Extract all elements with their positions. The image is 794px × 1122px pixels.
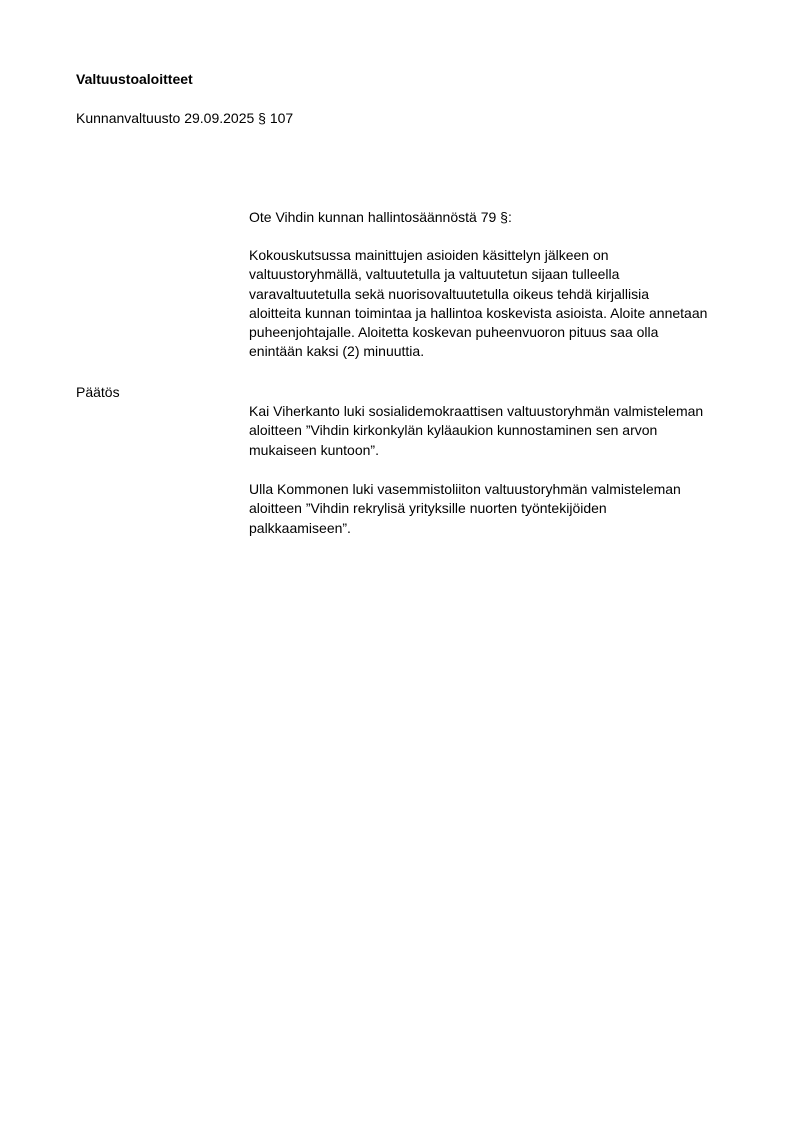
- decision-paragraph-1: [249, 402, 749, 460]
- extract-paragraph: [249, 246, 749, 362]
- decision-line: Kai Viherkanto luki sosialidemokraattisen valtuustoryhmän valmisteleman: [249, 403, 704, 419]
- document-title: Valtuustoaloitteet: [76, 71, 193, 87]
- decision-line: aloitteen ”Vihdin rekrylisä yrityksille nuorten työntekijöiden: [249, 500, 607, 517]
- decision-line: palkkaamiseen”.: [249, 519, 351, 536]
- extract-line: valtuustoryhmällä, valtuutetulla ja valtuutetun sijaan tulleella: [249, 266, 620, 283]
- decision-line: mukaiseen kuntoon”.: [249, 441, 379, 458]
- extract-line: Kokouskutsussa mainittujen asioiden käsittelyn jälkeen on: [249, 247, 609, 263]
- decision-label: Päätös: [76, 384, 120, 400]
- extract-heading: Ote Vihdin kunnan hallintosäännöstä 79 §:: [249, 209, 512, 225]
- extract-line: puheenjohtajalle. Aloitetta koskevan puheenvuoron pituus saa olla: [249, 324, 659, 341]
- meeting-reference: Kunnanvaltuusto 29.09.2025 § 107: [76, 110, 294, 126]
- extract-line: aloitteita kunnan toimintaa ja hallintoa koskevista asioista. Aloite annetaan: [249, 304, 708, 321]
- decision-paragraph-2: [249, 480, 749, 538]
- decision-line: aloitteen ”Vihdin kirkonkylän kyläaukion kunnostaminen sen arvon: [249, 422, 658, 439]
- extract-line: enintään kaksi (2) minuuttia.: [249, 343, 425, 360]
- extract-line: varavaltuutetulla sekä nuorisovaltuutetulla oikeus tehdä kirjallisia: [249, 285, 650, 302]
- decision-line: Ulla Kommonen luki vasemmistoliiton valtuustoryhmän valmisteleman: [249, 481, 681, 497]
